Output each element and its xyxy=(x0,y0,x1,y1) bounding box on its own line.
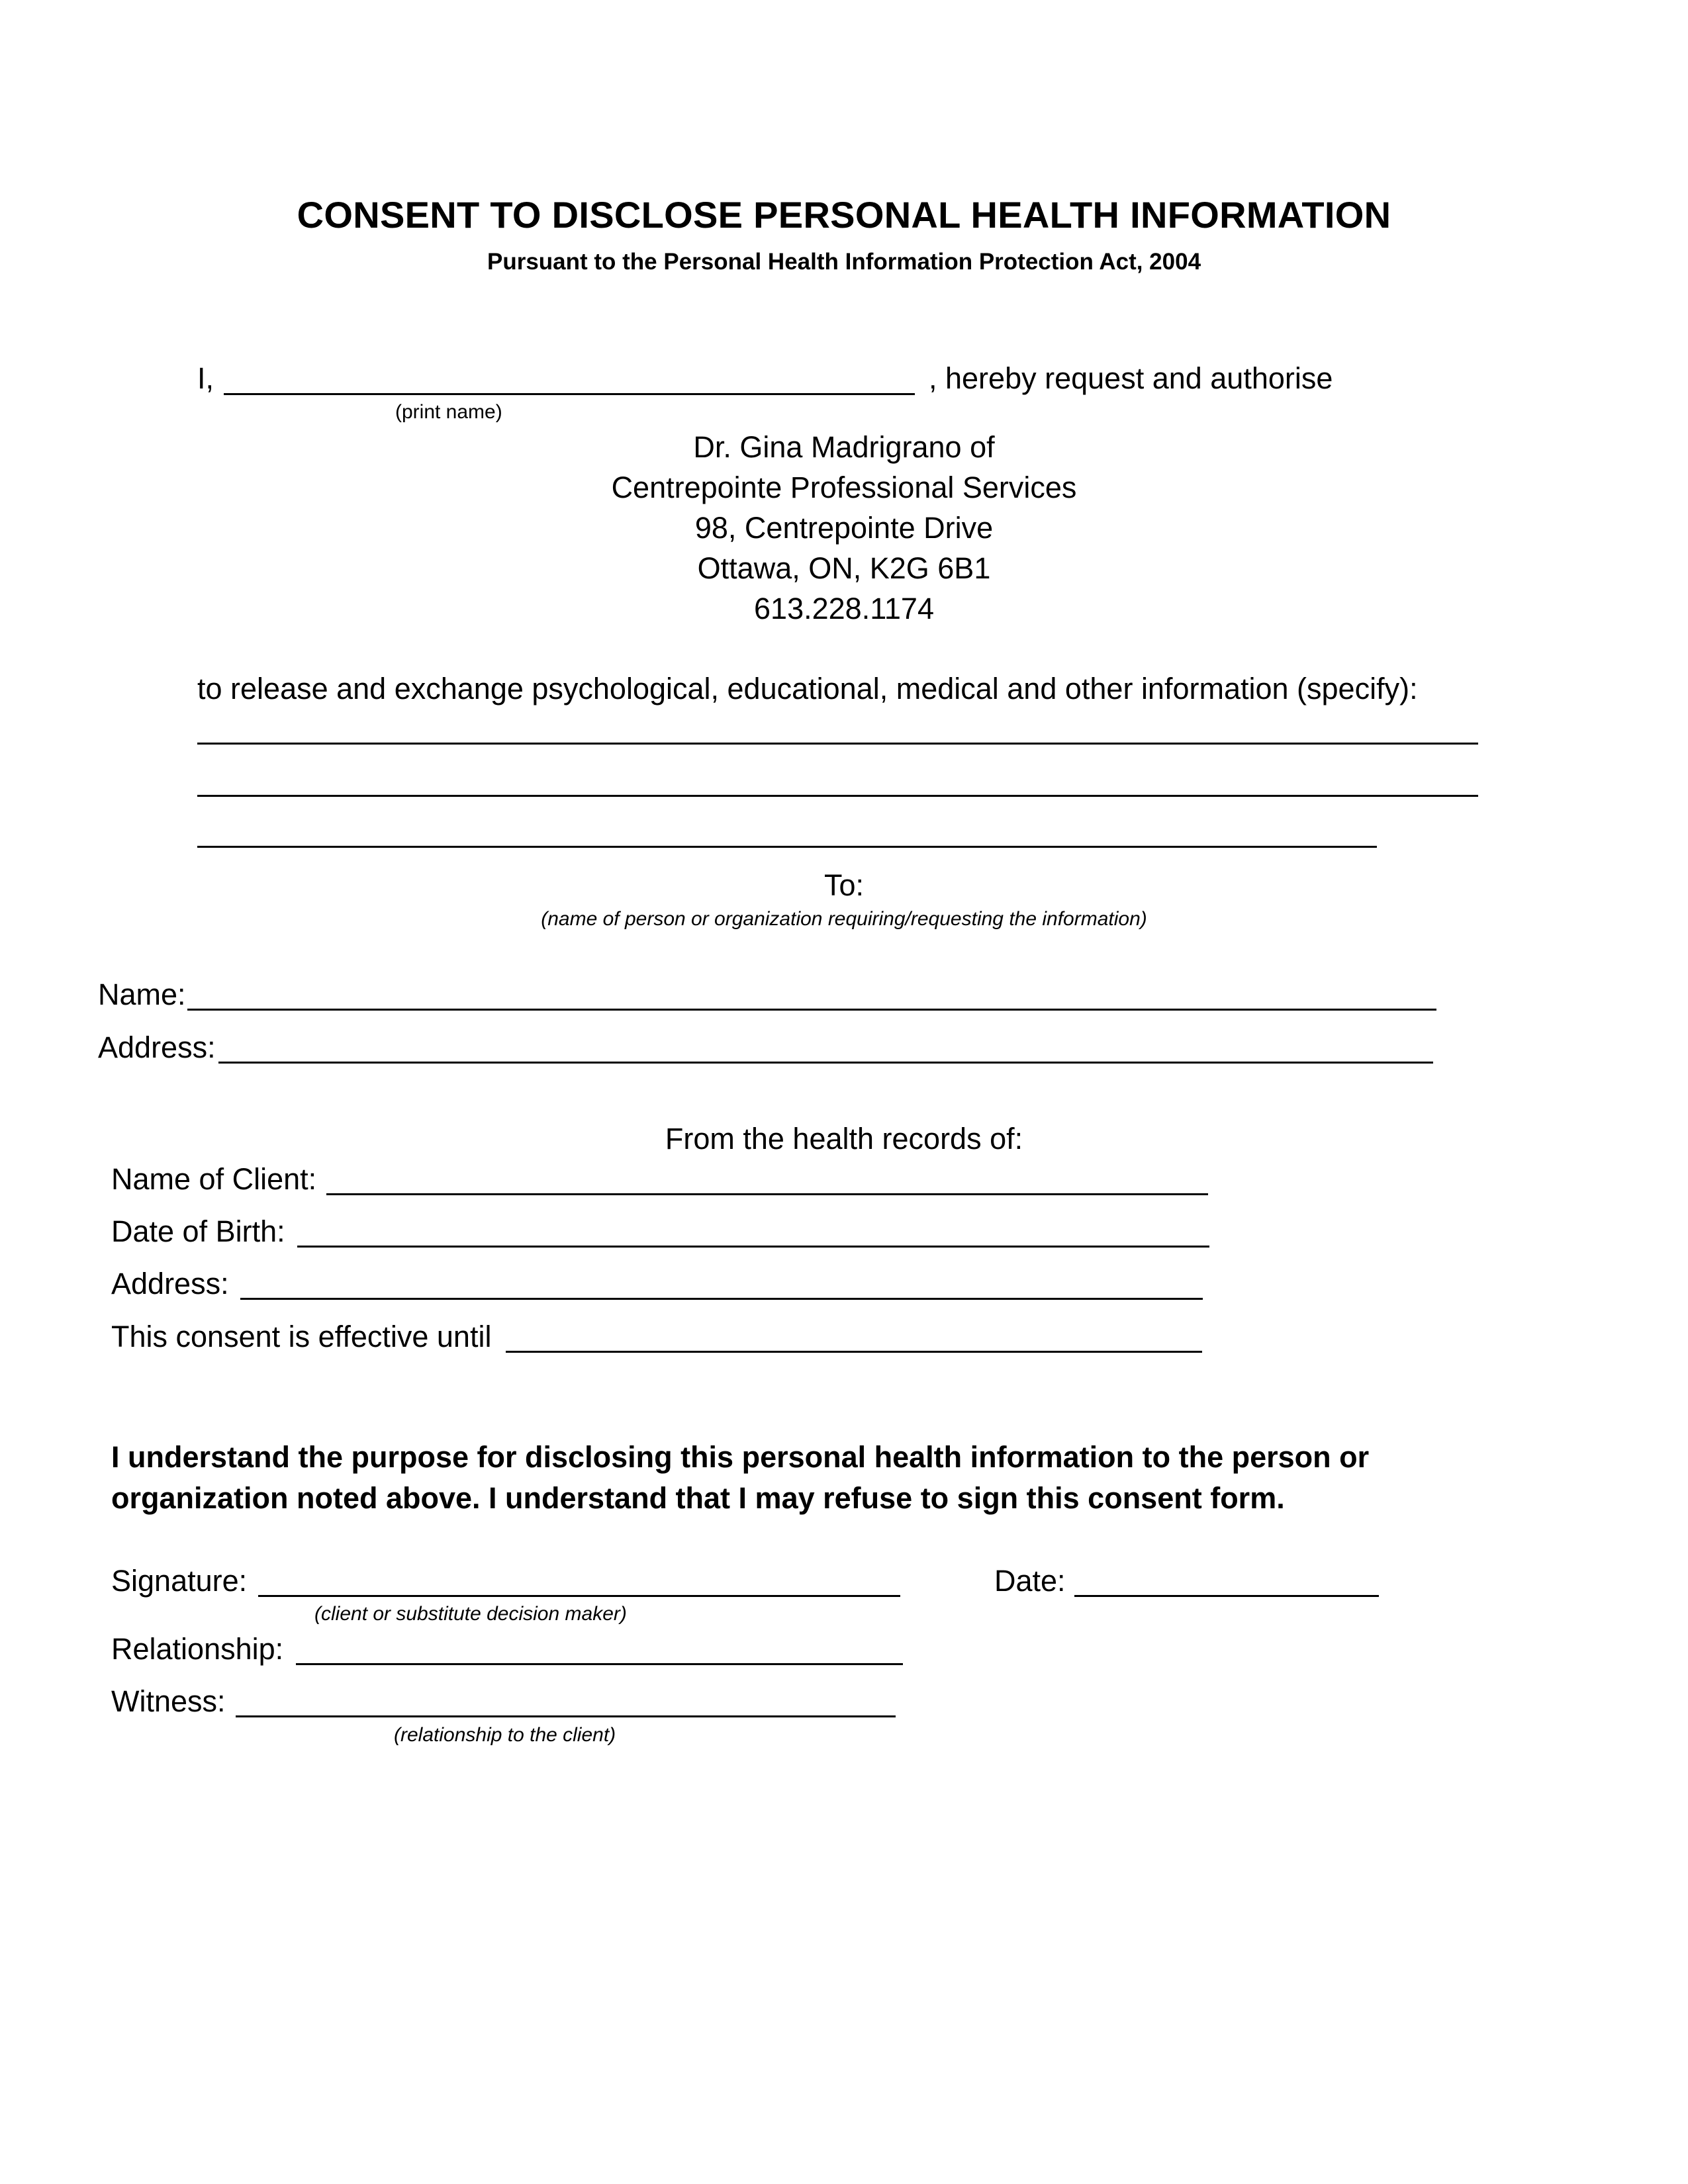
form-subtitle: Pursuant to the Personal Health Information Protection Act, 2004 xyxy=(487,249,1201,275)
provider-phone: 613.228.1174 xyxy=(754,592,934,625)
recipient-address-label: Address: xyxy=(98,1030,216,1064)
relationship-line[interactable] xyxy=(296,1663,903,1665)
signature-caption: (client or substitute decision maker) xyxy=(314,1603,627,1625)
witness-caption: (relationship to the client) xyxy=(394,1724,616,1746)
print-name-caption: (print name) xyxy=(395,401,502,423)
signature-line[interactable] xyxy=(258,1595,900,1597)
client-heading: From the health records of: xyxy=(665,1122,1023,1156)
witness-label: Witness: xyxy=(111,1684,226,1718)
authorization-suffix: , hereby request and authorise xyxy=(929,361,1333,395)
specify-line-2[interactable] xyxy=(197,795,1478,797)
effective-until-label: This consent is effective until xyxy=(111,1320,492,1353)
recipient-name-label: Name: xyxy=(98,978,186,1011)
signature-label: Signature: xyxy=(111,1564,248,1598)
client-address-label: Address: xyxy=(111,1267,229,1300)
client-dob-line[interactable] xyxy=(297,1246,1209,1248)
date-label: Date: xyxy=(994,1564,1066,1598)
specify-line-3[interactable] xyxy=(197,846,1377,848)
recipient-caption: (name of person or organization requiring/requesting the information) xyxy=(541,908,1147,930)
relationship-label: Relationship: xyxy=(111,1632,284,1666)
recipient-name-line[interactable] xyxy=(187,1009,1436,1011)
provider-name: Dr. Gina Madrigrano of xyxy=(693,430,995,464)
form-title: CONSENT TO DISCLOSE PERSONAL HEALTH INFORMATION xyxy=(297,194,1391,236)
client-address-line[interactable] xyxy=(240,1298,1203,1300)
client-dob-label: Date of Birth: xyxy=(111,1214,285,1248)
specify-line-1[interactable] xyxy=(197,743,1478,745)
recipient-address-line[interactable] xyxy=(218,1062,1433,1064)
effective-until-line[interactable] xyxy=(506,1351,1202,1353)
provider-city: Ottawa, ON, K2G 6B1 xyxy=(697,551,991,585)
provider-organization: Centrepointe Professional Services xyxy=(611,471,1077,504)
provider-street: 98, Centrepointe Drive xyxy=(694,511,994,545)
witness-line[interactable] xyxy=(236,1715,896,1717)
date-line[interactable] xyxy=(1074,1595,1379,1597)
print-name-line[interactable] xyxy=(224,393,915,395)
acknowledgement-text: I understand the purpose for disclosing this personal health information to the person or organization noted above. I understand that I may refuse to sign this consent form. xyxy=(111,1440,1370,1515)
release-statement: to release and exchange psychological, educational, medical and other information (specify): xyxy=(197,672,1418,705)
client-name-line[interactable] xyxy=(326,1193,1208,1195)
to-label: To: xyxy=(823,868,865,902)
client-name-label: Name of Client: xyxy=(111,1162,317,1196)
authorization-prefix: I, xyxy=(197,361,214,395)
